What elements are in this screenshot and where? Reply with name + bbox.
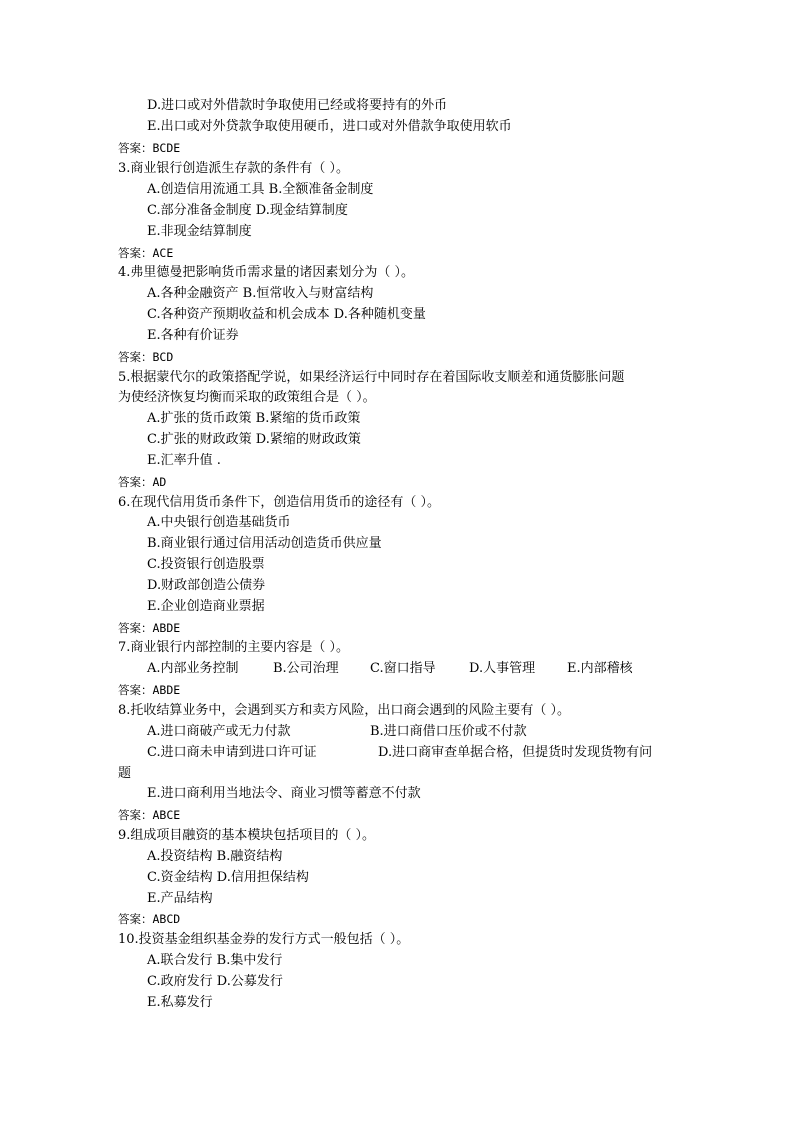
option-text: E.内部稽核 [567, 661, 633, 676]
answer-line: 答案：AD [118, 475, 167, 489]
question-line: 6.在现代信用货币条件下，创造信用货币的途径有（ ）。 [118, 495, 441, 510]
option-line: E.各种有价证券 [147, 328, 239, 343]
option-text: C.进口商未申请到进口许可证 [147, 745, 317, 760]
option-text: D.人事管理 [469, 661, 536, 676]
option-line: A.联合发行 B.集中发行 [147, 953, 283, 968]
option-line: C.资金结构 D.信用担保结构 [147, 870, 309, 885]
option-text: C.窗口指导 [370, 661, 436, 676]
answer-line: 答案：ABCE [118, 808, 181, 822]
answer-line: 答案：ABCD [118, 912, 181, 926]
question-line: 5.根据蒙代尔的政策搭配学说，如果经济运行中同时存在着国际收支顺差和通货膨胀问题 [118, 370, 625, 385]
option-line: E.汇率升值 . [147, 453, 221, 468]
question-line: 9.组成项目融资的基本模块包括项目的（ ）。 [118, 828, 376, 843]
option-text: A.进口商破产或无力付款 [147, 724, 291, 739]
answer-line: 答案：BCD [118, 350, 174, 364]
option-line: A.中央银行创造基础货币 [147, 515, 291, 530]
question-line: 7.商业银行内部控制的主要内容是（ ）。 [118, 640, 350, 655]
option-line: A.创造信用流通工具 B.全额准备金制度 [147, 182, 374, 197]
option-text: D.进口商审查单据合格，但提货时发现货物有问 [378, 745, 653, 760]
option-line: E.产品结构 [147, 891, 213, 906]
answer-line: 答案：ACE [118, 246, 174, 260]
question-line: 为使经济恢复均衡而采取的政策组合是（ ）。 [118, 390, 376, 405]
option-line: E.企业创造商业票据 [147, 599, 265, 614]
question-line: 4.弗里德曼把影响货币需求量的诸因素划分为（ ）。 [118, 265, 415, 280]
answer-line: 答案：ABDE [118, 683, 181, 697]
option-line: E.进口商利用当地法令、商业习惯等蓄意不付款 [147, 786, 421, 801]
option-line: C.政府发行 D.公募发行 [147, 974, 283, 989]
option-line: C.各种资产预期收益和机会成本 D.各种随机变量 [147, 307, 426, 322]
option-text: B.公司治理 [273, 661, 339, 676]
option-line: D.进口或对外借款时争取使用已经或将要持有的外币 [147, 98, 448, 113]
option-line: C.投资银行创造股票 [147, 557, 265, 572]
option-text: A.内部业务控制 [147, 661, 239, 676]
option-line: C.扩张的财政政策 D.紧缩的财政政策 [147, 432, 361, 447]
question-line: 8.托收结算业务中，会遇到买方和卖方风险，出口商会遇到的风险主要有（ ）。 [118, 703, 571, 718]
option-line: A.各种金融资产 B.恒常收入与财富结构 [147, 286, 374, 301]
question-line: 题 [118, 766, 132, 781]
option-line: B.商业银行通过信用活动创造货币供应量 [147, 536, 382, 551]
option-line: A.投资结构 B.融资结构 [147, 849, 283, 864]
option-line: D.财政部创造公债券 [147, 578, 266, 593]
option-line: C.部分准备金制度 D.现金结算制度 [147, 203, 348, 218]
option-line: E.非现金结算制度 [147, 224, 252, 239]
option-line: E.私募发行 [147, 995, 213, 1010]
option-line: E.出口或对外贷款争取使用硬币，进口或对外借款争取使用软币 [147, 119, 512, 134]
option-line: A.扩张的货币政策 B.紧缩的货币政策 [147, 411, 361, 426]
answer-line: 答案：BCDE [118, 141, 181, 155]
option-text: B.进口商借口压价或不付款 [370, 724, 527, 739]
question-line: 3.商业银行创造派生存款的条件有（ ）。 [118, 161, 350, 176]
answer-line: 答案：ABDE [118, 621, 181, 635]
question-line: 10.投资基金组织基金券的发行方式一般包括（ ）。 [118, 932, 410, 947]
